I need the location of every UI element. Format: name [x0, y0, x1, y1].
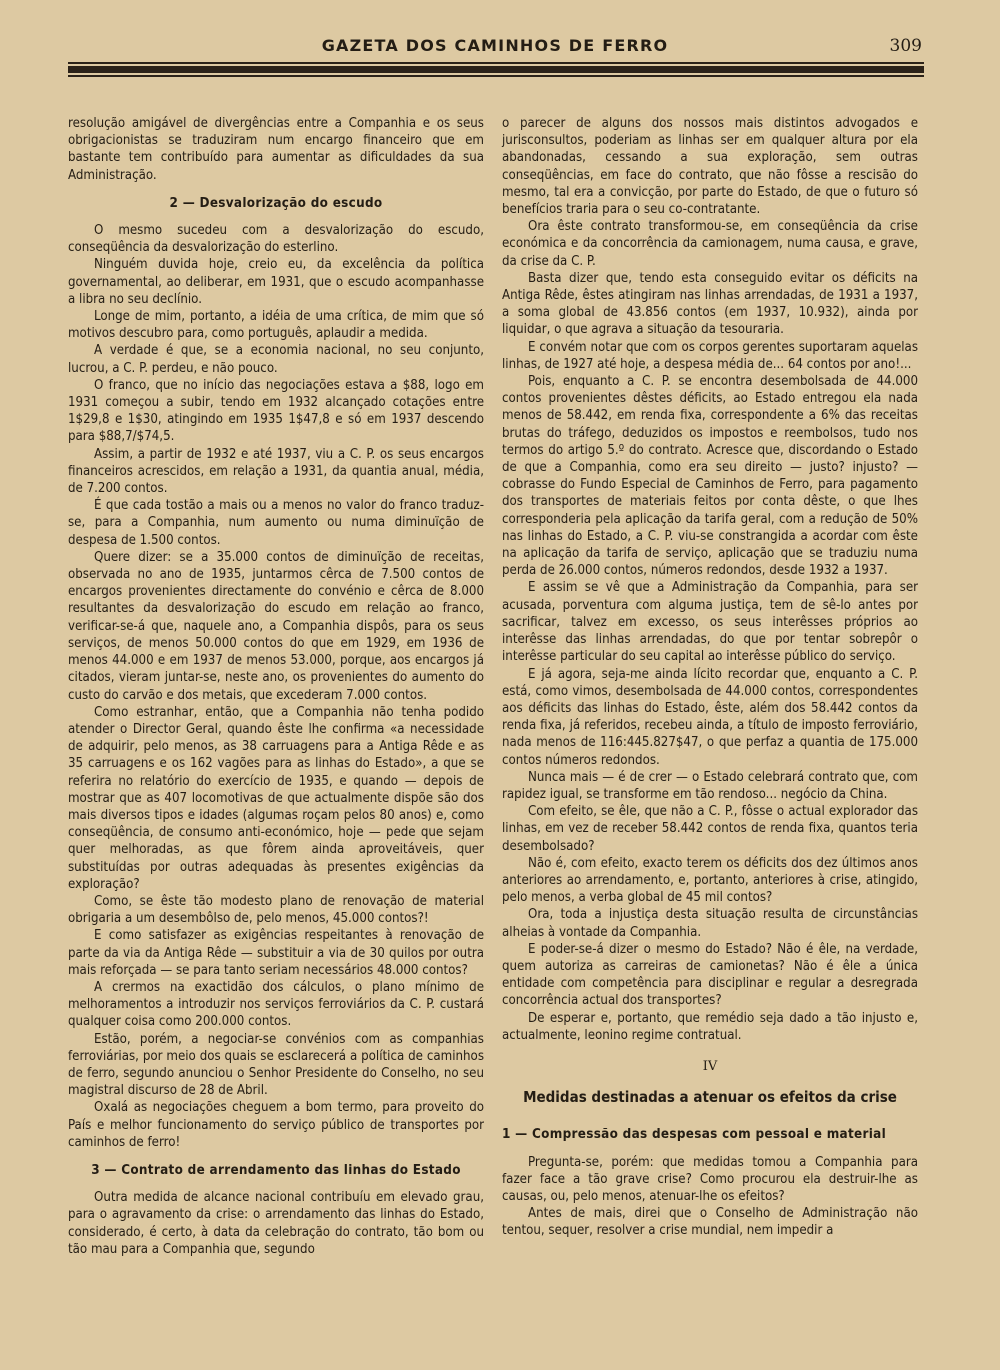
paragraph: E já agora, seja-me ainda lícito recordar que, enquanto a C. P. está, como vimos, desembolsada de 44.000 contos, correspondentes aos déficits das linhas do Estado, êste, além dos 58.442 contos da renda fixa, já referidos, recebeu ainda, a título de imposto ferroviário, nada menos de 116:445.827$47, o que perfaz a quantia de 175.000 contos números redondos.: [502, 666, 918, 768]
paragraph: Como, se êste tão modesto plano de renovação de material obrigaria a um desembôlso de, pelo menos, 45.000 contos?!: [68, 893, 484, 927]
paragraph: Pois, enquanto a C. P. se encontra desembolsada de 44.000 contos provenientes dêstes déficits, ao Estado entregou ela nada menos de 58.442, em renda fixa, correspondente a 6% das receitas brutas do tráfego, deduzidos os impostos e reembolsos, tudo nos termos do artigo 5.º do contrato. Acresce que, discordando o Estado de que a Companhia, como era seu direito — justo? injusto? — cobrasse do Fundo Especial de Caminhos de Ferro, para pagamento dos transportes de materiais feitos por conta dêste, o que lhes corresponderia pela aplicação da tarifa geral, com a redução de 50% nas linhas do Estado, a C. P. viu-se constrangida a acordar com êste na aplicação da tarifa de serviço, aplicação que se traduziu numa perda de 26.000 contos, números redondos, desde 1932 a 1937.: [502, 374, 918, 579]
paragraph: Nunca mais — é de crer — o Estado celebrará contrato que, com rapidez igual, se transforme em tão rendoso... negócio da China.: [502, 769, 918, 802]
section-heading-contrato: 3 — Contrato de arrendamento das linhas do Estado: [91, 1162, 461, 1178]
paragraph: Quere dizer: se a 35.000 contos de diminuïção de receitas, observada no ano de 1935, juntarmos cêrca de 7.500 contos de encargos provenientes directamente do convénio e cêrca de 8.000 resultantes da desvalorização do escudo em relação ao franco, verificar-se-á que, naquele ano, a Companhia dispôs, para os seus serviços, de menos 50.000 contos do que em 1929, em 1936 de menos 44.000 e em 1937 de menos 53.000, porque, aos encargos já citados, vieram juntar-se, neste ano, os provenientes do aumento do custo do carvão e dos metais, que excederam 7.000 contos.: [68, 549, 484, 703]
paragraph: Ora, toda a injustiça desta situação resulta de circunstâncias alheias à vontade da Companhia.: [502, 907, 918, 940]
header-rules: [68, 62, 924, 77]
paragraph: Estão, porém, a negociar-se convénios com as companhias ferroviárias, por meio dos quais se esclarecerá a política de caminhos de ferro, segundo anunciou o Senhor Presidente do Conselho, no seu magistral discurso de 28 de Abril.: [68, 1031, 484, 1099]
paragraph: Longe de mim, portanto, a idéia de uma crítica, de mim que só motivos descubro para, como português, aplaudir a medida.: [68, 309, 484, 342]
paragraph: A verdade é que, se a economia nacional, no seu conjunto, lucrou, a C. P. perdeu, e não pouco.: [68, 343, 484, 376]
paragraph: Oxalá as negociações cheguem a bom termo, para proveito do País e melhor funcionamento do serviço público de transportes por caminhos de ferro!: [68, 1100, 484, 1150]
paragraph: Com efeito, se êle, que não a C. P., fôsse o actual explorador das linhas, em vez de receber 58.442 contos de renda fixa, quantos teria desembolsado?: [502, 804, 918, 854]
paragraph: Pregunta-se, porém: que medidas tomou a Companhia para fazer face a tão grave crise? Como procurou ela destruir-lhe as causas, ou, pelo menos, atenuar-lhe os efeitos?: [502, 1154, 918, 1204]
paragraph: Outra medida de alcance nacional contribuíu em elevado grau, para o agravamento da crise: o arrendamento das linhas do Estado, considerado, é certo, à data da celebração do contrato, tão bom ou tão mau para a Companhia que, segundo: [68, 1190, 484, 1257]
paragraph: A crermos na exactidão dos cálculos, o plano mínimo de melhoramentos a introduzir nos serviços ferroviários da C. P. custará qualquer coisa como 200.000 contos.: [68, 979, 484, 1030]
paragraph: Antes de mais, direi que o Conselho de Administração não tentou, sequer, resolver a crise mundial, nem impedir a: [502, 1206, 918, 1239]
header-rule-thin-bottom: [68, 75, 924, 77]
paragraph: De esperar e, portanto, que remédio seja dado a tão injusto e, actualmente, leonino regime contratual.: [502, 1010, 918, 1043]
left-column: [68, 115, 484, 1258]
paragraph: Ninguém duvida hoje, creio eu, da excelência da política governamental, ao deliberar, em 1931, que o escudo acompanhasse a libra no seu declínio.: [68, 257, 484, 307]
paragraph: Basta dizer que, tendo esta conseguido evitar os déficits na Antiga Rêde, êstes atingiram nas linhas arrendadas, de 1931 a 1937, a soma global de 43.856 contos (em 1937, 10.932), ainda por liquidar, o que agrava a situação da tesouraria.: [502, 270, 918, 338]
section-heading-desvalorizacao: 2 — Desvalorização do escudo: [169, 195, 383, 211]
chapter-numeral: IV: [702, 1058, 718, 1074]
chapter-heading-medidas: Medidas destinadas a atenuar os efeitos da crise: [523, 1088, 897, 1107]
page-header: [68, 36, 922, 56]
paragraph: Ora êste contrato transformou-se, em conseqüência da crise económica e da concorrência da camionagem, numa causa, e grave, da crise da C. P.: [502, 219, 918, 269]
header-rule-thick: [68, 66, 924, 73]
paragraph: O franco, que no início das negociações estava a $88, logo em 1931 começou a subir, tendo em 1932 alcançado cotações entre 1$29,8 e 1$30, atingindo em 1935 1$47,8 e só em 1937 descendo para $88,7/$74,5.: [68, 377, 484, 445]
paragraph: Não é, com efeito, exacto terem os déficits dos dez últimos anos anteriores ao arrendamento, e, portanto, anteriores à crise, atingido, pelo menos, a verba global de 45 mil contos?: [502, 855, 918, 906]
header-rule-thin-top: [68, 62, 924, 64]
paragraph: E poder-se-á dizer o mesmo do Estado? Não é êle, na verdade, quem autoriza as carreiras de camionetas? Não é êle a única entidade com competência para disciplinar e regular a desregrada concorrência actual dos transportes?: [502, 941, 918, 1009]
section-heading-compressao: 1 — Compressão das despesas com pessoal e material: [502, 1127, 887, 1143]
paragraph: E convém notar que com os corpos gerentes suportaram aquelas linhas, de 1927 até hoje, a despesa média de... 64 contos por ano!...: [502, 339, 918, 372]
journal-title: GAZETA DOS CAMINHOS DE FERRO: [321, 36, 669, 55]
paragraph: E assim se vê que a Administração da Companhia, para ser acusada, porventura com alguma justiça, tem de sê-lo antes por sacrificar, talvez em excesso, os seus interêsses próprios ao interêsse das linhas arrendadas, do que por tentar sobrepôr o interêsse particular do seu capital ao interêsse público do serviço.: [502, 580, 918, 665]
paragraph: O mesmo sucedeu com a desvalorização do escudo, conseqüência da desvalorização do esterlino.: [68, 223, 484, 256]
paragraph: É que cada tostão a mais ou a menos no valor do franco traduz-se, para a Companhia, num aumento ou numa diminuïção de despesa de 1.500 contos.: [68, 498, 484, 548]
paragraph: o parecer de alguns dos nossos mais distintos advogados e jurisconsultos, poderiam as linhas ser em qualquer altura por ela abandonadas, cessando a sua exploração, sem outras conseqüências, em face do contrato, que não fôsse a rescisão do mesmo, tal era a convicção, por parte do Estado, de que o futuro só benefícios traria para o seu co-contratante.: [502, 116, 918, 218]
paragraph: Assim, a partir de 1932 e até 1937, viu a C. P. os seus encargos financeiros acrescidos, em relação a 1931, da quantia anual, média, de 7.200 contos.: [68, 446, 484, 497]
right-column: [502, 115, 918, 1240]
paragraph: resolução amigável de divergências entre a Companhia e os seus obrigacionistas se traduziram num encargo financeiro que em bastante tem contribuído para aumentar as dificuldades da sua Administração.: [68, 116, 484, 183]
paragraph: Como estranhar, então, que a Companhia não tenha podido atender o Director Geral, quando êste lhe confirma «a necessidade de adquirir, pelo menos, as 38 carruagens para a Antiga Rêde e as 35 carruagens e os 162 vagões para as linhas do Estado», a que se referira no relatório do exercício de 1935, e quando — depois de mostrar que as 407 locomotivas de que actualmente dispõe são dos mais diversos tipos e idades (algumas roçam pelos 80 anos) e, como conseqüência, de consumo anti-económico, hoje — pede que sejam quer melhoradas, as que fôrem ainda aproveitáveis, quer substituídas por outras adequadas às presentes exigências da exploração?: [68, 704, 484, 892]
page-number: 309: [889, 36, 922, 56]
paragraph: E como satisfazer as exigências respeitantes à renovação de parte da via da Antiga Rêde — substituir a via de 30 quilos por outra mais reforçada — se para tanto seriam necessários 48.000 contos?: [68, 928, 484, 978]
